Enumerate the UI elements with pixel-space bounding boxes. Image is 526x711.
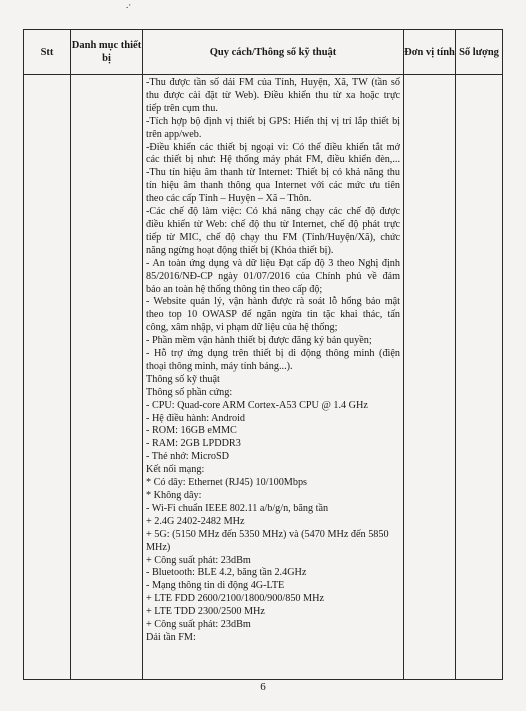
spec-line: điều khiển từ Web: chế độ thu từ Internet, chế độ phát trực — [146, 218, 400, 230]
table-row — [24, 75, 503, 680]
spec-line: + 5G: (5150 MHz đến 5350 MHz) và (5470 MHz đến 5850 — [146, 528, 389, 540]
spec-line: -Tích hợp bộ định vị thiết bị GPS: Hiển thị vị trí lắp thiết bị — [146, 115, 400, 127]
col-header-quy-cach: Quy cách/Thông số kỹ thuật — [143, 30, 404, 75]
col-header-danh-muc: Danh mục thiết bị — [71, 30, 143, 75]
spec-line: - An toàn ứng dụng và dữ liệu Đạt cấp độ 3 theo Nghị định — [146, 257, 400, 269]
spec-line: -Điều khiển các thiết bị ngoại vi: Có thể điều khiển tắt mở — [146, 141, 400, 153]
col-header-don-vi: Đơn vị tính — [404, 30, 456, 75]
cell-so-luong — [456, 75, 503, 680]
cell-spec — [143, 75, 404, 680]
spec-line: thoại thông minh, máy tính bảng...). — [146, 360, 293, 372]
spec-line: 85/2016/NĐ-CP ngày 01/07/2016 của Chính phủ về đảm — [146, 270, 400, 282]
spec-text — [143, 75, 403, 647]
spec-line: - Thẻ nhớ: MicroSD — [146, 451, 230, 463]
col-header-so-luong: Số lượng — [456, 30, 503, 75]
spec-line: - CPU: Quad-core ARM Cortex-A53 CPU @ 1.4 GHz — [146, 399, 368, 411]
spec-line: - Wi-Fi chuẩn IEEE 802.11 a/b/g/n, băng tần — [146, 502, 329, 514]
spec-line: - Phần mềm vận hành thiết bị được đăng ký bản quyền; — [146, 335, 372, 347]
spec-line: theo top 10 OWASP để ngăn ngừa tin tặc khai thác, tấn — [146, 309, 400, 321]
cell-don-vi — [404, 75, 456, 680]
spec-line: + Công suất phát: 23dBm — [146, 619, 251, 631]
spec-line: -Các chế độ làm việc: Có khả năng chạy các chế độ được — [146, 206, 400, 218]
spec-table — [23, 29, 503, 680]
spec-line: Kết nối mạng: — [146, 464, 205, 476]
spec-line: năng ngừng hoạt động thiết bị (Khóa thiết bị). — [146, 244, 334, 256]
table-header-row — [24, 30, 503, 75]
spec-line: + 2.4G 2402-2482 MHz — [146, 515, 245, 527]
spec-line: - Hệ điều hành: Android — [146, 412, 246, 424]
spec-line: theo các cấp Tỉnh – Huyện – Xã – Thôn. — [146, 193, 312, 205]
spec-line: -Thu tín hiệu âm thanh từ Internet: Thiết bị có khả năng thu — [146, 167, 400, 179]
col-header-stt: Stt — [24, 30, 71, 75]
spec-line: công, xâm nhập, vi phạm dữ liệu của hệ thống; — [146, 322, 338, 334]
scan-mark: .· — [126, 0, 132, 10]
cell-stt — [24, 75, 71, 680]
spec-line: tiếp từ MIC, chế độ chạy thu FM (Tỉnh/Huyện/Xã), chức — [146, 231, 400, 243]
spec-line: trên app/web. — [146, 128, 202, 140]
spec-line: + LTE FDD 2600/2100/1800/900/850 MHz — [146, 593, 324, 605]
spec-line: Thông số phần cứng: — [146, 386, 233, 398]
spec-line: Thông số kỹ thuật — [146, 373, 220, 385]
spec-line: bảo an toàn hệ thống thông tin theo cấp độ; — [146, 283, 323, 295]
page-number: 6 — [260, 681, 266, 693]
spec-line: - Hỗ trợ ứng dụng trên thiết bị di động thông minh (điện — [146, 348, 400, 360]
spec-line: - RAM: 2GB LPDDR3 — [146, 438, 241, 450]
cell-danh-muc — [71, 75, 143, 680]
spec-line: * Không dây: — [146, 490, 202, 501]
spec-line: + LTE TDD 2300/2500 MHz — [146, 606, 265, 618]
spec-line: + Công suất phát: 23dBm — [146, 554, 251, 566]
spec-line: - ROM: 16GB eMMC — [146, 425, 237, 437]
spec-line: các thiết bị như: Hệ thống máy phát FM, điều khiển đèn,... — [146, 154, 400, 166]
spec-line: * Có dây: Ethernet (RJ45) 10/100Mbps — [146, 477, 308, 489]
spec-line: - Website quản lý, vận hành được rà soát lỗ hổng bảo mật — [146, 296, 400, 308]
spec-line: - Bluetooth: BLE 4.2, băng tần 2.4GHz — [146, 567, 307, 579]
spec-line: tiếp trên cụm thu. — [146, 102, 218, 114]
spec-line: thu được cài đặt từ Web). Điều khiển thu từ xa hoặc trực — [146, 89, 400, 101]
spec-line: MHz) — [146, 541, 171, 553]
spec-line: Dải tần FM: — [146, 631, 196, 643]
spec-line: -Thu được tần số dải FM của Tỉnh, Huyện, Xã, TW (tần số — [146, 77, 400, 88]
spec-line: tín hiệu âm thanh thông qua Internet với các mức ưu tiên — [146, 180, 400, 192]
spec-line: - Mạng thông tin di động 4G-LTE — [146, 580, 285, 592]
